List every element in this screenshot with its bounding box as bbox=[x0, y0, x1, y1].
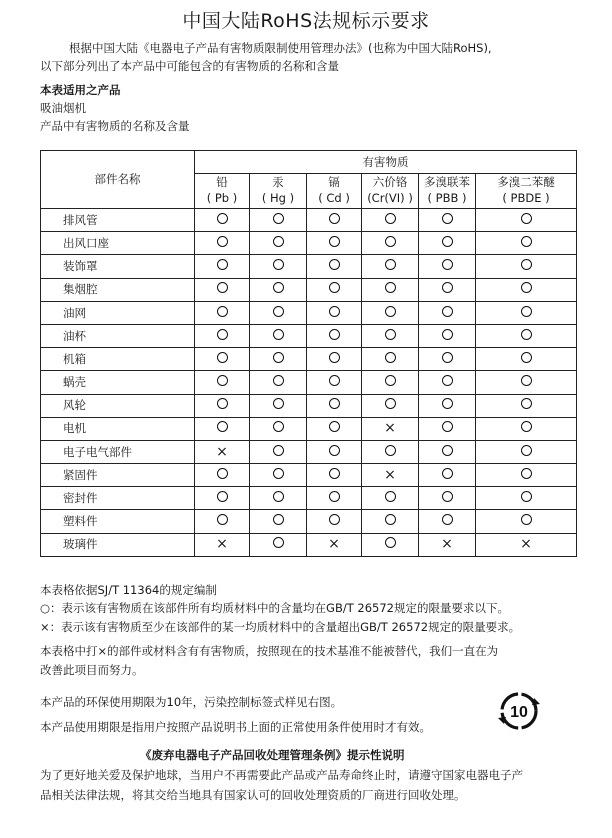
mark-o-icon bbox=[273, 329, 284, 340]
substance-mark-cell bbox=[419, 394, 476, 417]
substance-mark-cell bbox=[419, 440, 476, 463]
mark-o-icon bbox=[329, 514, 340, 525]
substance-mark-cell bbox=[362, 348, 419, 371]
substance-mark-cell bbox=[250, 464, 307, 487]
mark-o-icon bbox=[217, 329, 228, 340]
table-row bbox=[41, 232, 577, 255]
substance-mark-cell bbox=[419, 278, 476, 301]
mark-o-icon bbox=[521, 259, 532, 270]
table-row bbox=[41, 417, 577, 440]
substance-mark-cell bbox=[419, 510, 476, 533]
mark-o-icon bbox=[521, 213, 532, 224]
substance-mark-cell bbox=[195, 348, 250, 371]
substance-mark-cell bbox=[419, 324, 476, 347]
recycle-line-1: 为了更好地关爱及保护地球，当用户不再需要此产品或产品寿命终止时，请遵守国家电器电子产 bbox=[40, 768, 523, 782]
substance-mark-cell bbox=[476, 371, 577, 394]
substance-mark-cell bbox=[476, 232, 577, 255]
mark-o-icon bbox=[385, 514, 396, 525]
substance-mark-cell bbox=[250, 533, 307, 556]
substance-mark-cell bbox=[476, 464, 577, 487]
mark-o-icon bbox=[273, 398, 284, 409]
mark-o-icon bbox=[273, 236, 284, 247]
table-row bbox=[41, 440, 577, 463]
substance-mark-cell bbox=[362, 278, 419, 301]
substance-header-cell bbox=[250, 174, 307, 209]
mark-o-icon bbox=[273, 491, 284, 502]
substance-symbol: ( PBDE ) bbox=[502, 191, 550, 205]
mark-x-icon: × bbox=[216, 536, 228, 553]
mark-x-icon: × bbox=[328, 536, 340, 553]
substance-mark-cell bbox=[307, 232, 362, 255]
mark-o-icon bbox=[442, 259, 453, 270]
mark-x-icon: × bbox=[384, 420, 396, 437]
substance-mark-cell bbox=[362, 255, 419, 278]
mark-o-icon bbox=[385, 352, 396, 363]
substance-mark-cell bbox=[419, 371, 476, 394]
part-name-cell: 蜗壳 bbox=[41, 371, 195, 394]
recycle-heading: 《废弃电器电子产品回收处理管理条例》提示性说明 bbox=[140, 748, 405, 762]
substance-mark-cell bbox=[362, 417, 419, 440]
substance-symbol: ( Cd ) bbox=[318, 191, 350, 205]
substance-mark-cell bbox=[307, 371, 362, 394]
part-name-cell: 电机 bbox=[41, 417, 195, 440]
table-row bbox=[41, 348, 577, 371]
applies-heading: 本表适用之产品 bbox=[40, 83, 121, 97]
substance-mark-cell bbox=[195, 301, 250, 324]
mark-o-icon bbox=[442, 236, 453, 247]
table-row bbox=[41, 278, 577, 301]
mark-o-icon bbox=[273, 468, 284, 479]
mark-x-icon: × bbox=[216, 443, 228, 460]
substance-mark-cell bbox=[195, 510, 250, 533]
substance-mark-cell bbox=[250, 255, 307, 278]
efup-10-year-logo-icon bbox=[496, 688, 542, 734]
substance-mark-cell bbox=[362, 394, 419, 417]
substance-mark-cell bbox=[250, 324, 307, 347]
part-name-cell: 排风管 bbox=[41, 209, 195, 232]
note-o-mark: ○：表示该有害物质在该部件所有均质材料中的含量均在GB/T 26572规定的限量要求以下。 bbox=[40, 601, 509, 615]
substance-mark-cell bbox=[307, 440, 362, 463]
substance-mark-cell bbox=[195, 440, 250, 463]
substance-mark-cell bbox=[250, 440, 307, 463]
part-name-cell: 密封件 bbox=[41, 487, 195, 510]
mark-o-icon bbox=[329, 375, 340, 386]
mark-o-icon bbox=[385, 213, 396, 224]
substance-mark-cell bbox=[195, 464, 250, 487]
substance-mark-cell bbox=[250, 348, 307, 371]
document-title: 中国大陆RoHS法规标示要求 bbox=[182, 10, 430, 32]
substance-mark-cell bbox=[307, 255, 362, 278]
mark-o-icon bbox=[385, 375, 396, 386]
table-row bbox=[41, 301, 577, 324]
substance-mark-cell bbox=[419, 209, 476, 232]
efup-statement: 本产品的环保使用期限为10年，污染控制标签式样见右图。 bbox=[40, 695, 343, 709]
mark-o-icon bbox=[521, 282, 532, 293]
mark-o-icon bbox=[329, 282, 340, 293]
substance-name: 镉 bbox=[328, 175, 340, 190]
mark-o-icon bbox=[442, 514, 453, 525]
substance-mark-cell bbox=[250, 301, 307, 324]
mark-o-icon bbox=[385, 445, 396, 456]
part-name-cell: 出风口座 bbox=[41, 232, 195, 255]
substance-mark-cell bbox=[195, 394, 250, 417]
mark-o-icon bbox=[329, 421, 340, 432]
part-name-cell: 风轮 bbox=[41, 394, 195, 417]
mark-o-icon bbox=[385, 282, 396, 293]
substance-mark-cell bbox=[307, 301, 362, 324]
table-row bbox=[41, 487, 577, 510]
substance-mark-cell bbox=[195, 487, 250, 510]
substance-mark-cell bbox=[362, 487, 419, 510]
mark-o-icon bbox=[329, 398, 340, 409]
substance-mark-cell bbox=[476, 278, 577, 301]
substance-mark-cell bbox=[195, 278, 250, 301]
mark-o-icon bbox=[217, 259, 228, 270]
part-name-cell: 油网 bbox=[41, 301, 195, 324]
mark-o-icon bbox=[273, 421, 284, 432]
mark-o-icon bbox=[521, 352, 532, 363]
note-x-explain-line-1: 本表格中打×的部件或材料含有有害物质，按照现在的技术基准不能被替代，我们一直在为 bbox=[40, 644, 499, 658]
mark-o-icon bbox=[329, 329, 340, 340]
substance-header-cell bbox=[195, 174, 250, 209]
mark-o-icon bbox=[521, 468, 532, 479]
mark-o-icon bbox=[217, 514, 228, 525]
substance-symbol: ( PBB ) bbox=[427, 191, 467, 205]
substance-mark-cell bbox=[419, 487, 476, 510]
substance-mark-cell bbox=[476, 301, 577, 324]
table-row bbox=[41, 394, 577, 417]
mark-o-icon bbox=[442, 329, 453, 340]
mark-o-icon bbox=[329, 236, 340, 247]
substance-mark-cell bbox=[476, 209, 577, 232]
mark-o-icon bbox=[329, 445, 340, 456]
table-row bbox=[41, 255, 577, 278]
recycle-line-2: 品相关法律法规，将其交给当地具有国家认可的回收处理资质的厂商进行回收处理。 bbox=[40, 788, 466, 802]
substance-mark-cell bbox=[195, 533, 250, 556]
substance-mark-cell bbox=[307, 533, 362, 556]
mark-o-icon bbox=[217, 421, 228, 432]
substance-mark-cell bbox=[476, 440, 577, 463]
substance-mark-cell bbox=[307, 278, 362, 301]
note-x-explain-line-2: 改善此项目而努力。 bbox=[40, 663, 144, 677]
substance-mark-cell bbox=[195, 324, 250, 347]
mark-o-icon bbox=[521, 491, 532, 502]
substance-mark-cell bbox=[476, 255, 577, 278]
substance-mark-cell bbox=[419, 232, 476, 255]
substance-header-cell bbox=[476, 174, 577, 209]
mark-o-icon bbox=[521, 398, 532, 409]
substance-header-cell bbox=[362, 174, 419, 209]
mark-o-icon bbox=[273, 352, 284, 363]
mark-o-icon bbox=[521, 329, 532, 340]
substance-mark-cell bbox=[476, 510, 577, 533]
substance-mark-cell bbox=[250, 510, 307, 533]
substance-mark-cell bbox=[362, 232, 419, 255]
substance-name: 多溴二苯醚 bbox=[497, 175, 555, 190]
mark-o-icon bbox=[217, 213, 228, 224]
substance-mark-cell bbox=[419, 348, 476, 371]
mark-o-icon bbox=[329, 468, 340, 479]
part-name-cell: 集烟腔 bbox=[41, 278, 195, 301]
mark-o-icon bbox=[442, 375, 453, 386]
part-name-cell: 机箱 bbox=[41, 348, 195, 371]
part-name-cell: 玻璃件 bbox=[41, 533, 195, 556]
mark-o-icon bbox=[329, 259, 340, 270]
substance-mark-cell bbox=[307, 487, 362, 510]
substance-mark-cell bbox=[476, 348, 577, 371]
substance-header-cell bbox=[419, 174, 476, 209]
table-row bbox=[41, 324, 577, 347]
substance-mark-cell bbox=[362, 301, 419, 324]
mark-o-icon bbox=[385, 259, 396, 270]
table-row bbox=[41, 371, 577, 394]
part-name-cell: 油杯 bbox=[41, 324, 195, 347]
substance-mark-cell bbox=[307, 510, 362, 533]
substance-mark-cell bbox=[307, 348, 362, 371]
substance-mark-cell bbox=[419, 417, 476, 440]
mark-o-icon bbox=[521, 445, 532, 456]
mark-o-icon bbox=[385, 236, 396, 247]
note-x-mark: ×：表示该有害物质至少在该部件的某一均质材料中的含量超出GB/T 26572规定的限量要求。 bbox=[40, 620, 521, 634]
substance-mark-cell bbox=[362, 209, 419, 232]
mark-x-icon: × bbox=[441, 536, 453, 553]
substance-name: 六价铬 bbox=[372, 175, 408, 190]
substance-mark-cell bbox=[250, 394, 307, 417]
substance-symbol: ( Hg ) bbox=[261, 191, 295, 205]
mark-o-icon bbox=[273, 514, 284, 525]
efup-scope-statement: 本产品使用期限是指用户按照产品说明书上面的正常使用条件使用时才有效。 bbox=[40, 720, 431, 734]
substance-mark-cell bbox=[419, 255, 476, 278]
substance-mark-cell bbox=[195, 417, 250, 440]
mark-o-icon bbox=[442, 445, 453, 456]
substance-mark-cell bbox=[362, 440, 419, 463]
substance-mark-cell bbox=[419, 464, 476, 487]
substance-mark-cell bbox=[476, 487, 577, 510]
substance-mark-cell bbox=[476, 394, 577, 417]
mark-x-icon: × bbox=[384, 466, 396, 483]
substance-header-cell bbox=[307, 174, 362, 209]
mark-o-icon bbox=[385, 491, 396, 502]
mark-o-icon bbox=[442, 491, 453, 502]
substance-mark-cell bbox=[250, 209, 307, 232]
substance-name: 多溴联苯 bbox=[424, 175, 470, 190]
mark-o-icon bbox=[385, 329, 396, 340]
mark-o-icon bbox=[273, 537, 284, 548]
mark-o-icon bbox=[385, 537, 396, 548]
substance-mark-cell bbox=[195, 209, 250, 232]
mark-o-icon bbox=[217, 306, 228, 317]
mark-o-icon bbox=[442, 468, 453, 479]
substance-symbol: (Cr(VI) ) bbox=[367, 191, 413, 205]
intro-line-2: 以下部分列出了本产品中可能包含的有害物质的名称和含量 bbox=[40, 59, 339, 73]
substance-mark-cell bbox=[307, 209, 362, 232]
substance-mark-cell bbox=[195, 232, 250, 255]
mark-o-icon bbox=[442, 306, 453, 317]
mark-o-icon bbox=[329, 306, 340, 317]
substance-mark-cell bbox=[195, 255, 250, 278]
table-row bbox=[41, 510, 577, 533]
substance-mark-cell bbox=[362, 324, 419, 347]
substance-name: 汞 bbox=[272, 175, 284, 190]
mark-o-icon bbox=[217, 352, 228, 363]
product-name: 吸油烟机 bbox=[40, 101, 86, 115]
substance-mark-cell bbox=[250, 487, 307, 510]
mark-o-icon bbox=[329, 213, 340, 224]
mark-o-icon bbox=[521, 514, 532, 525]
mark-o-icon bbox=[521, 421, 532, 432]
part-name-header: 部件名称 bbox=[41, 151, 195, 209]
mark-o-icon bbox=[521, 306, 532, 317]
substance-mark-cell bbox=[250, 371, 307, 394]
mark-o-icon bbox=[273, 282, 284, 293]
substance-mark-cell bbox=[419, 533, 476, 556]
hazardous-substances-table bbox=[40, 150, 577, 557]
table-caption: 产品中有害物质的名称及含量 bbox=[40, 119, 190, 133]
mark-o-icon bbox=[217, 398, 228, 409]
table-row bbox=[41, 209, 577, 232]
intro-line-1: 根据中国大陆《电器电子产品有害物质限制使用管理办法》(也称为中国大陆RoHS), bbox=[69, 41, 492, 55]
substance-mark-cell bbox=[362, 371, 419, 394]
mark-o-icon bbox=[217, 236, 228, 247]
mark-o-icon bbox=[329, 491, 340, 502]
mark-o-icon bbox=[217, 282, 228, 293]
substance-mark-cell bbox=[307, 394, 362, 417]
substance-mark-cell bbox=[307, 324, 362, 347]
mark-o-icon bbox=[385, 398, 396, 409]
substance-mark-cell bbox=[250, 417, 307, 440]
substance-mark-cell bbox=[476, 324, 577, 347]
mark-o-icon bbox=[521, 236, 532, 247]
mark-o-icon bbox=[217, 491, 228, 502]
substance-symbol: ( Pb ) bbox=[206, 191, 238, 205]
mark-o-icon bbox=[442, 282, 453, 293]
mark-o-icon bbox=[217, 468, 228, 479]
mark-x-icon: × bbox=[520, 536, 532, 553]
mark-o-icon bbox=[329, 352, 340, 363]
part-name-cell: 塑料件 bbox=[41, 510, 195, 533]
substance-mark-cell bbox=[476, 533, 577, 556]
substance-mark-cell bbox=[419, 301, 476, 324]
table-row bbox=[41, 533, 577, 556]
note-basis: 本表格依据SJ/T 11364的规定编制 bbox=[40, 583, 217, 597]
mark-o-icon bbox=[442, 421, 453, 432]
substance-name: 铅 bbox=[216, 175, 228, 190]
substance-mark-cell bbox=[250, 232, 307, 255]
mark-o-icon bbox=[442, 352, 453, 363]
substance-mark-cell bbox=[476, 417, 577, 440]
efup-logo-number: 10 bbox=[510, 704, 528, 721]
mark-o-icon bbox=[273, 213, 284, 224]
mark-o-icon bbox=[273, 445, 284, 456]
mark-o-icon bbox=[273, 259, 284, 270]
substance-mark-cell bbox=[195, 371, 250, 394]
table-row bbox=[41, 464, 577, 487]
substances-header: 有害物质 bbox=[195, 151, 577, 174]
substance-mark-cell bbox=[362, 510, 419, 533]
mark-o-icon bbox=[442, 213, 453, 224]
part-name-cell: 紧固件 bbox=[41, 464, 195, 487]
mark-o-icon bbox=[273, 375, 284, 386]
substance-mark-cell bbox=[307, 464, 362, 487]
substance-mark-cell bbox=[307, 417, 362, 440]
substance-mark-cell bbox=[250, 278, 307, 301]
mark-o-icon bbox=[385, 306, 396, 317]
mark-o-icon bbox=[273, 306, 284, 317]
part-name-cell: 电子电气部件 bbox=[41, 440, 195, 463]
substance-mark-cell bbox=[362, 464, 419, 487]
mark-o-icon bbox=[521, 375, 532, 386]
part-name-cell: 装饰罩 bbox=[41, 255, 195, 278]
substance-mark-cell bbox=[362, 533, 419, 556]
mark-o-icon bbox=[442, 398, 453, 409]
mark-o-icon bbox=[217, 375, 228, 386]
